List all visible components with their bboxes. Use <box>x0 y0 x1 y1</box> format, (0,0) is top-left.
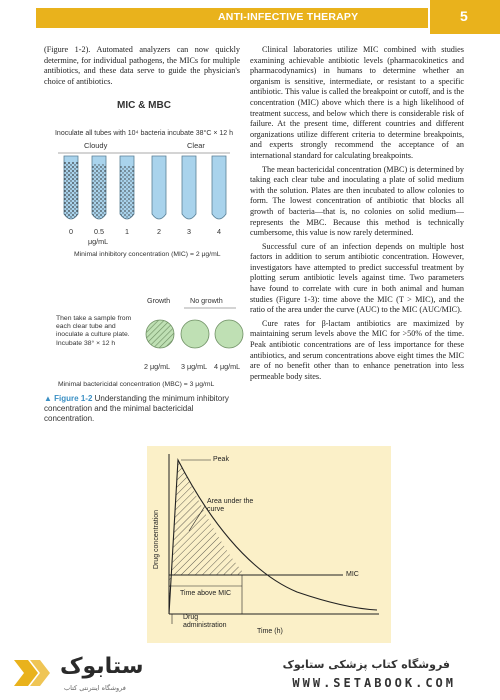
right-column <box>250 45 464 385</box>
auc-label: Area under the curve <box>207 498 254 514</box>
figure-caption <box>44 394 240 423</box>
logo-tagline: فروشگاه اینترنتی کتاب <box>64 684 126 692</box>
no-growth-label: No growth <box>190 296 223 305</box>
drug-admin-label: Drug administration <box>183 614 227 630</box>
paragraph-beta-lactam: Cure rates for β-lactam antibiotics are maximized by maintaining serum levels above the MIC for >50% of the time. Peak antibiotic concentrations are of less importance for these antibiotics, and serum concentrations above eight times the MIC are of no benefit other than to enhance penetration into less permeable body sites. <box>250 318 464 381</box>
page-number: 5 <box>460 8 468 24</box>
figure-drug-concentration <box>147 446 391 643</box>
page-header <box>0 0 500 34</box>
tube-0 <box>64 156 78 219</box>
tube-label: 4 <box>217 227 221 236</box>
tube-0-5 <box>92 156 106 219</box>
caption-text: Understanding the minimum inhibitory concentration and the minimal bactericidal concentration. <box>44 394 229 423</box>
plate-3ugml <box>181 320 209 348</box>
tube-4 <box>212 156 226 219</box>
caption-triangle-icon: ▲ <box>44 394 52 403</box>
mic-label: MIC <box>346 571 359 578</box>
plate-4ugml <box>215 320 243 348</box>
tube-label: 2 <box>157 227 161 236</box>
tube-label: 0.5 <box>94 227 104 236</box>
clear-label: Clear <box>187 141 205 150</box>
y-axis-label: Drug concentration <box>153 509 161 570</box>
tube-label: 3 <box>187 227 191 236</box>
tube-2 <box>152 156 166 219</box>
test-tubes <box>44 150 244 228</box>
tube-3 <box>182 156 196 219</box>
plate-2ugml <box>146 320 174 348</box>
tube-unit: μg/mL <box>88 237 109 246</box>
paragraph-breakpoint: Clinical laboratories utilize MIC combined with studies examining achievable antibiotic levels (pharmacokinetics and pharmacodynamics) in humans to determine whether an organism is sensitive, intermediate, or resistant to a specific antibiotic. This value is called the breakpoint or cutoff, and is the concentration (MIC) above which there is a high likelihood of treatment success, and below which there is considerable risk of failure. At the present time, different countries and different organizations utilize different criteria to determine breakpoints, and experts strongly recommend the acceptance of an international standard for calculating breakpoints. <box>250 45 464 160</box>
tube-1 <box>120 156 134 219</box>
shop-name: فروشگاه کتاب پزشکی ستابوک <box>282 658 450 671</box>
running-title: ANTI-INFECTIVE THERAPY <box>218 11 359 23</box>
plate-label: 4 μg/mL <box>214 362 241 371</box>
plate-label: 2 μg/mL <box>144 362 171 371</box>
setabook-logo-icon <box>8 658 56 688</box>
figure-instruction: Inoculate all tubes with 10⁴ bacteria incubate 38°C × 12 h <box>54 130 233 137</box>
tube-label: 1 <box>125 227 129 236</box>
mic-result: Minimal inhibitory concentration (MIC) = 2 μg/mL <box>74 251 221 258</box>
figure-title: MIC & MBC <box>117 100 171 111</box>
shop-url[interactable]: WWW.SETABOOK.COM <box>292 676 456 690</box>
time-above-mic-label: Time above MIC <box>180 590 232 597</box>
growth-label: Growth <box>147 296 171 305</box>
take-sample-instruction: Then take a sample from each clear tube and inoculate a culture plate. Incubate 38° × 12 h <box>56 315 132 347</box>
caption-figure-number: Figure 1-2 <box>54 394 93 403</box>
culture-plates <box>144 306 244 362</box>
paragraph-cure-factors: Successful cure of an infection depends on multiple host factors in addition to serum antibiotic concentration. However, investigators have attempted to predict successful treatment by plotting serum antibiotic levels against time. Two parameters have found to correlate with cure in both animal and human studies (Figure 1-3): time above the MIC (T > MIC), and the ratio of the area under the curve (AUC) to the MIC (AUC/MIC). <box>250 241 464 315</box>
figure-mic-mbc <box>44 100 244 400</box>
mbc-result: Minimal bactericidal concentration (MBC) = 3 μg/mL <box>58 381 215 388</box>
logo-wordmark: ستابوک <box>60 654 144 679</box>
tube-label: 0 <box>69 227 73 236</box>
left-column <box>44 45 240 90</box>
x-axis-label: Time (h) <box>257 628 283 635</box>
peak-label: Peak <box>213 456 229 463</box>
intro-paragraph: (Figure 1-2). Automated analyzers can now quickly determine, for individual pathogens, the MICs for multiple antibiotics, and these data serve to guide the physician's choice of antibiotics. <box>44 45 240 86</box>
paragraph-mbc: The mean bactericidal concentration (MBC) is determined by taking each clear tube and inoculating a plate of solid medium with the solution. Plates are then incubated to allow colonies to form. The lowest concentration of antibiotic that blocks all growth of bacteria—that is, no colonies on solid medium—represents the MBC. Because this method is technically cumbersome, this value is now rarely determined. <box>250 164 464 238</box>
plate-label: 3 μg/mL <box>181 362 208 371</box>
cloudy-label: Cloudy <box>84 141 108 150</box>
